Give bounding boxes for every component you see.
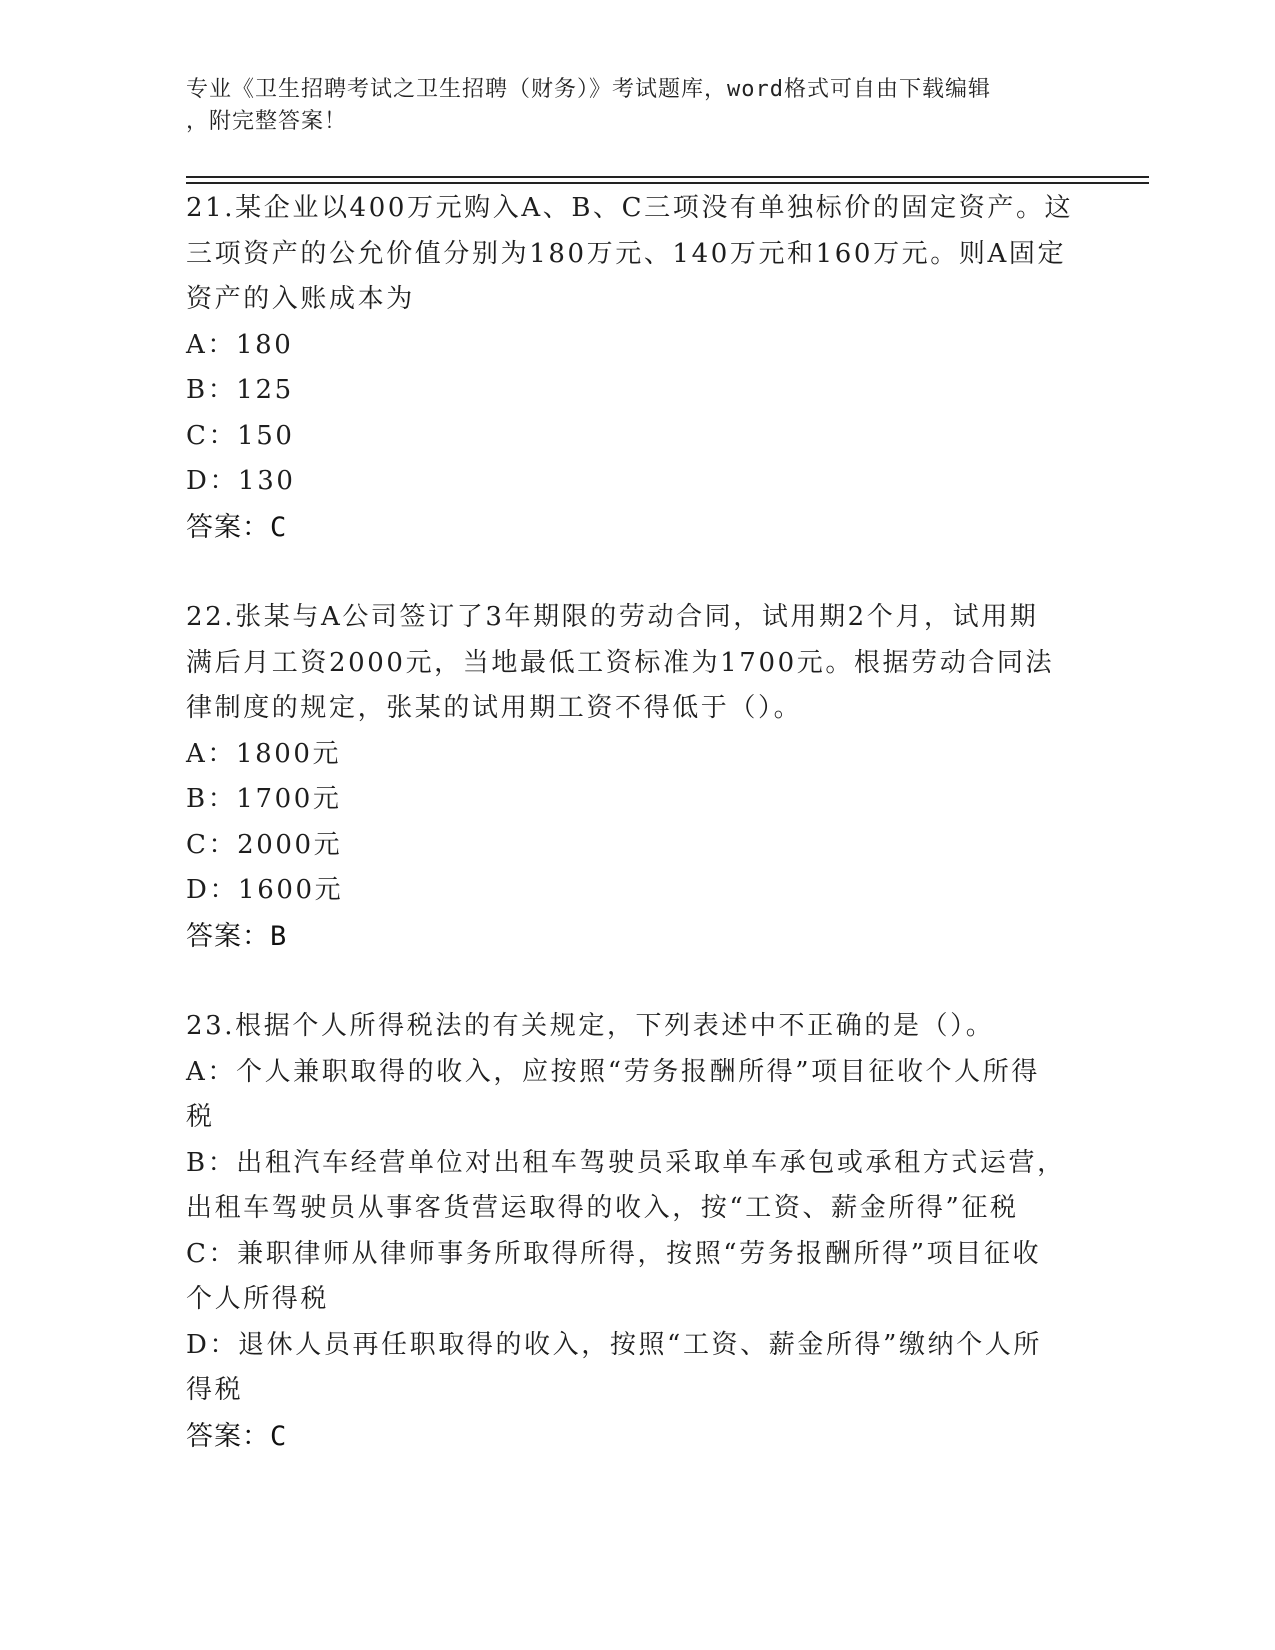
question-stem: 律制度的规定，张某的试用期工资不得低于（）。	[186, 693, 803, 723]
option-c: C：150	[186, 420, 295, 451]
header-line: ，附完整答案！	[186, 109, 348, 134]
option-d: 得税	[186, 1375, 244, 1405]
question-stem: 三项资产的公允价值分别为180万元、140万元和160万元。则A固定	[186, 238, 1067, 269]
option-b: B：出租汽车经营单位对出租车驾驶员采取单车承包或承租方式运营，	[186, 1147, 1066, 1178]
document-header	[186, 74, 1066, 138]
question-stem: 满后月工资2000元，当地最低工资标准为1700元。根据劳动合同法	[186, 647, 1055, 678]
answer-label: 答案：B	[186, 920, 288, 952]
question-list	[186, 186, 1086, 1459]
option-b: 出租车驾驶员从事客货营运取得的收入，按“工资、薪金所得”征税	[186, 1193, 1019, 1223]
header-line: 专业《卫生招聘考试之卫生招聘（财务）》考试题库，word格式可自由下载编辑	[186, 77, 991, 102]
option-c: 个人所得税	[186, 1284, 330, 1314]
option-a: 税	[186, 1102, 215, 1132]
question-stem: 22.张某与A公司签订了3年期限的劳动合同，试用期2个月，试用期	[186, 602, 1039, 632]
option-d: D：退休人员再任职取得的收入，按照“工资、薪金所得”缴纳个人所	[186, 1329, 1043, 1360]
question-spacer	[186, 550, 1086, 595]
question-stem: 资产的入账成本为	[186, 284, 415, 314]
question-item	[186, 595, 1086, 959]
question-stem: 23.根据个人所得税法的有关规定，下列表述中不正确的是（）。	[186, 1011, 995, 1041]
question-stem: 21.某企业以400万元购入A、B、C三项没有单独标价的固定资产。这	[186, 193, 1074, 223]
question-item	[186, 1004, 1086, 1459]
option-a: A：180	[186, 329, 294, 360]
option-c: C：兼职律师从律师事务所取得所得，按照“劳务报酬所得”项目征收	[186, 1238, 1042, 1269]
option-a: A：个人兼职取得的收入，应按照“劳务报酬所得”项目征收个人所得	[186, 1056, 1040, 1087]
header-divider	[186, 176, 1149, 178]
option-d: D：130	[186, 466, 296, 496]
header-divider	[186, 182, 1149, 184]
answer-label: 答案：C	[186, 1420, 288, 1452]
option-d: D：1600元	[186, 875, 344, 905]
option-b: B：125	[186, 375, 294, 405]
question-spacer	[186, 959, 1086, 1004]
question-item	[186, 186, 1086, 550]
option-c: C：2000元	[186, 829, 343, 860]
answer-label: 答案：C	[186, 511, 288, 543]
option-a: A：1800元	[186, 738, 342, 769]
option-b: B：1700元	[186, 784, 342, 814]
